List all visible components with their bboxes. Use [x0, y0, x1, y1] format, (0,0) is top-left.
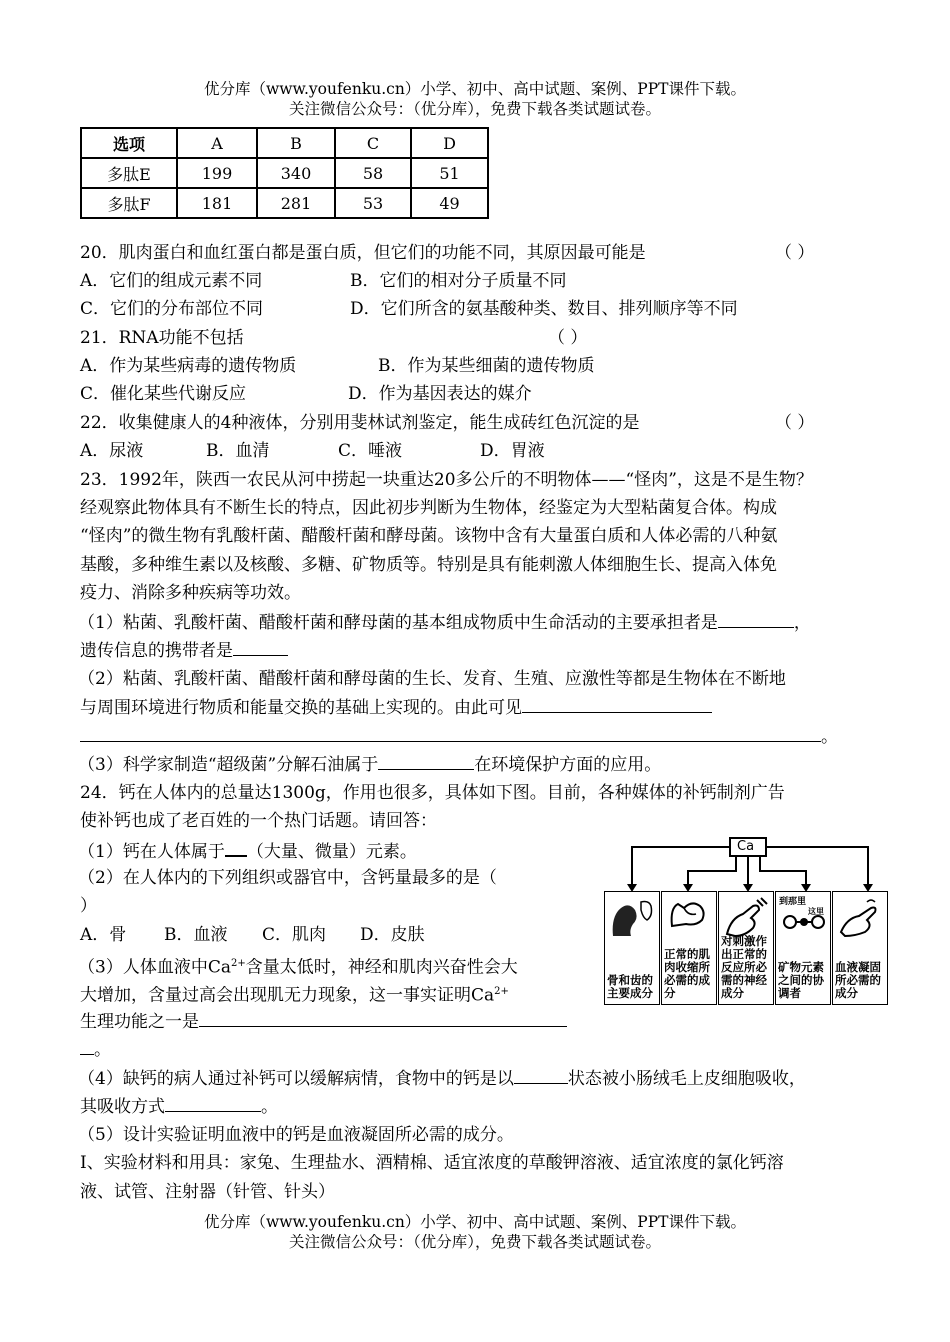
q21-option-d: D．作为基因表达的媒介	[348, 384, 532, 404]
q23-part2-line2	[80, 695, 712, 720]
bone-teeth-icon	[609, 896, 655, 938]
q22-option-a: A．尿液	[80, 441, 144, 461]
q24-part1-text: （1）钙在人体属于	[78, 842, 225, 862]
q24-part4-text: （4）缺钙的病人通过补钙可以缓解病情，食物中的钙是以	[78, 1069, 514, 1089]
calcium-label: Ca	[737, 839, 755, 854]
q22-option-d: D．胃液	[480, 441, 545, 461]
q23-part2-line1: （2）粘菌、乳酸杆菌、醋酸杆菌和酵母菌的生长、发育、生殖、应激性等都是生物体在不断地	[78, 669, 786, 689]
q24-part1-blank[interactable]	[225, 838, 247, 857]
q23-part1-blank[interactable]	[718, 610, 794, 628]
table-cell: 199	[177, 158, 257, 188]
calcium-function-diagram	[600, 836, 885, 1006]
q23-part3-blank[interactable]	[378, 752, 474, 770]
q21-option-c: C．催化某些代谢反应	[80, 384, 247, 404]
q24-part3-line4	[80, 1037, 111, 1062]
q24-part3-text3: 大增加，含量过高会出现肌无力现象，这一事实证明Ca	[80, 985, 495, 1006]
q23-part2-line3	[80, 724, 838, 749]
hand-reflex-icon	[723, 896, 769, 938]
q21-option-a: A．作为某些病毒的遗传物质	[80, 356, 297, 376]
muscle-arm-icon	[666, 896, 712, 938]
q24-part4-blank[interactable]	[514, 1066, 568, 1084]
q23-part2-blank[interactable]	[522, 695, 712, 713]
q23-part1-comma: ，	[793, 613, 811, 633]
q24-part1	[78, 838, 417, 864]
q20-option-c: C．它们的分布部位不同	[80, 299, 264, 319]
peptide-table	[80, 127, 489, 219]
figure-box-nerve-text: 对刺激作出正常的反应所必需的神经成分	[721, 934, 767, 1000]
q24-text-line: 使补钙也成了老百姓的一个热门话题。请回答：	[80, 811, 437, 831]
q24-part1-text2: （大量、微量）元素。	[246, 842, 417, 862]
q24-option-a: A．骨	[80, 925, 127, 945]
figure-box-mineral-tag1: 到那里	[779, 897, 807, 907]
figure-box-mineral-tag2: 这里	[808, 907, 824, 916]
table-cell: 281	[257, 188, 335, 218]
table-cell: 49	[411, 188, 488, 218]
q24-part3-sup2: 2+	[494, 986, 509, 997]
q23-text-line: 疫力、消除多种疾病等功效。	[80, 583, 301, 603]
table-cell: 53	[335, 188, 411, 218]
q23-part1	[78, 610, 811, 635]
table-header-cell: C	[335, 128, 411, 158]
q23-part3-text: （3）科学家制造“超级菌”分解石油属于	[78, 755, 379, 775]
q24-part4-line2	[80, 1094, 278, 1119]
q20-option-b: B．它们的相对分子质量不同	[350, 271, 567, 291]
q24-part4-line1	[78, 1066, 806, 1091]
table-row	[81, 188, 488, 218]
q24-part4-text2: 状态被小肠绒毛上皮细胞吸收，	[567, 1069, 806, 1089]
table-header-cell: D	[411, 128, 488, 158]
q24-part3-text4: 生理功能之一是	[80, 1012, 199, 1032]
q23-part2-end: 。	[821, 727, 838, 747]
figure-box-blood-text: 血液凝固所必需的成分	[835, 960, 881, 1000]
q21-answer-paren: （ ）	[548, 328, 588, 348]
q24-option-d: D．皮肤	[360, 925, 425, 945]
q23-text-line: 经观察此物体具有不断生长的特点，因此初步判断为生物体，经鉴定为大型粘菌复合体。构成	[80, 498, 777, 518]
q24-part2-paren: ）	[80, 896, 97, 916]
table-header-cell: A	[177, 128, 257, 158]
q24-part4-blank2[interactable]	[165, 1094, 261, 1112]
q24-materials-line1: I、实验材料和用具：家兔、生理盐水、酒精棉、适宜浓度的草酸钾溶液、适宜浓度的氯化钙溶	[80, 1153, 784, 1173]
q23-part3-text2: 在环境保护方面的应用。	[474, 755, 662, 775]
q23-part2-text: 与周围环境进行物质和能量交换的基础上实现的。由此可见	[80, 698, 522, 718]
q22-option-b: B．血清	[206, 441, 270, 461]
q21-stem: 21．RNA功能不包括	[80, 328, 244, 348]
table-cell: 181	[177, 188, 257, 218]
q24-materials-line2: 液、试管、注射器（针管、针头）	[80, 1182, 335, 1202]
table-header-cell: B	[257, 128, 335, 158]
q24-part3-line1	[78, 952, 518, 980]
q24-option-b: B．血液	[164, 925, 228, 945]
footer-line-2: 关注微信公众号：（优分库），免费下载各类试题试卷。	[288, 1233, 661, 1251]
q22-option-c: C．唾液	[338, 441, 403, 461]
q24-part3-text: （3）人体血液中Ca	[78, 957, 231, 978]
hand-bleeding-icon	[837, 896, 883, 938]
q24-option-c: C．肌肉	[262, 925, 327, 945]
figure-box-mineral	[775, 891, 831, 1005]
q24-part3-line2	[80, 980, 509, 1008]
table-cell: 多肽E	[81, 158, 177, 188]
q24-part3-end: 。	[94, 1040, 111, 1060]
figure-box-bone-text: 骨和齿的主要成分	[607, 973, 653, 1000]
q21-option-b: B．作为某些细菌的遗传物质	[378, 356, 595, 376]
table-cell: 58	[335, 158, 411, 188]
figure-box-blood	[832, 891, 888, 1005]
q23-part1-text2: 遗传信息的携带者是	[80, 641, 233, 661]
figure-box-nerve	[718, 891, 774, 1005]
q23-part1-cont	[80, 638, 288, 663]
table-cell: 340	[257, 158, 335, 188]
balance-molecule-icon	[780, 896, 826, 938]
q22-answer-paren: （ ）	[775, 413, 815, 433]
q23-text-line: “怪肉”的微生物有乳酸杆菌、醋酸杆菌和酵母菌。该物中含有大量蛋白质和人体必需的八种氨	[80, 526, 778, 546]
q23-part3	[78, 752, 661, 777]
table-row	[81, 158, 488, 188]
q20-option-d: D．它们所含的氨基酸种类、数目、排列顺序等不同	[350, 299, 738, 319]
q23-part1-text: （1）粘菌、乳酸杆菌、醋酸杆菌和酵母菌的基本组成物质中生命活动的主要承担者是	[78, 613, 718, 633]
q23-part1-blank2[interactable]	[233, 638, 288, 656]
figure-box-muscle	[661, 891, 717, 1005]
q24-part5: （5）设计实验证明血液中的钙是血液凝固所必需的成分。	[78, 1125, 514, 1145]
footer-line-1: 优分库（www.youfenku.cn）小学、初中、高中试题、案例、PPT课件下载。	[203, 1213, 747, 1231]
q24-text-line: 24．钙在人体内的总量达1300g，作用也很多，具体如下图。目前，各种媒体的补钙制剂广告	[80, 783, 785, 803]
table-header-cell: 选项	[81, 128, 177, 158]
header-line-1: 优分库（www.youfenku.cn）小学、初中、高中试题、案例、PPT课件下载。	[203, 80, 747, 98]
q24-part4-end: 。	[261, 1097, 278, 1117]
table-cell: 51	[411, 158, 488, 188]
q23-text-line: 23．1992年，陕西一农民从河中捞起一块重达20多公斤的不明物体——“怪肉”，这是不是生物？	[80, 470, 813, 490]
q24-part3-blank[interactable]	[199, 1009, 567, 1027]
header-line-2: 关注微信公众号：（优分库），免费下载各类试题试卷。	[288, 100, 661, 118]
figure-box-muscle-text: 正常的肌肉收缩所必需的成分	[664, 947, 710, 1000]
q24-part3-sup: 2+	[230, 958, 246, 969]
q24-part3-line3	[80, 1009, 567, 1034]
q23-text-line: 基酸，多种维生素以及核酸、多糖、矿物质等。特别是具有能刺激人体细胞生长、提高入体免	[80, 555, 777, 575]
q20-stem: 20．肌肉蛋白和血红蛋白都是蛋白质，但它们的功能不同，其原因最可能是	[80, 243, 646, 263]
q24-part2: （2）在人体内的下列组织或器官中，含钙量最多的是（	[78, 868, 497, 888]
q22-stem: 22．收集健康人的4种液体，分别用斐林试剂鉴定，能生成砖红色沉淀的是	[80, 413, 640, 433]
q23-part2-blank2[interactable]	[80, 724, 821, 742]
q24-part4-text3: 其吸收方式	[80, 1097, 165, 1117]
q20-answer-paren: （ ）	[775, 243, 815, 263]
q20-option-a: A．它们的组成元素不同	[80, 271, 263, 291]
figure-box-bone	[604, 891, 660, 1005]
q24-part3-text2: 含量太低时，神经和肌肉兴奋性会大	[245, 957, 518, 978]
q24-part3-blank2[interactable]	[80, 1037, 94, 1055]
table-cell: 多肽F	[81, 188, 177, 218]
figure-box-mineral-text: 矿物元素之间的协调者	[778, 960, 824, 1000]
table-header-row	[81, 128, 488, 158]
